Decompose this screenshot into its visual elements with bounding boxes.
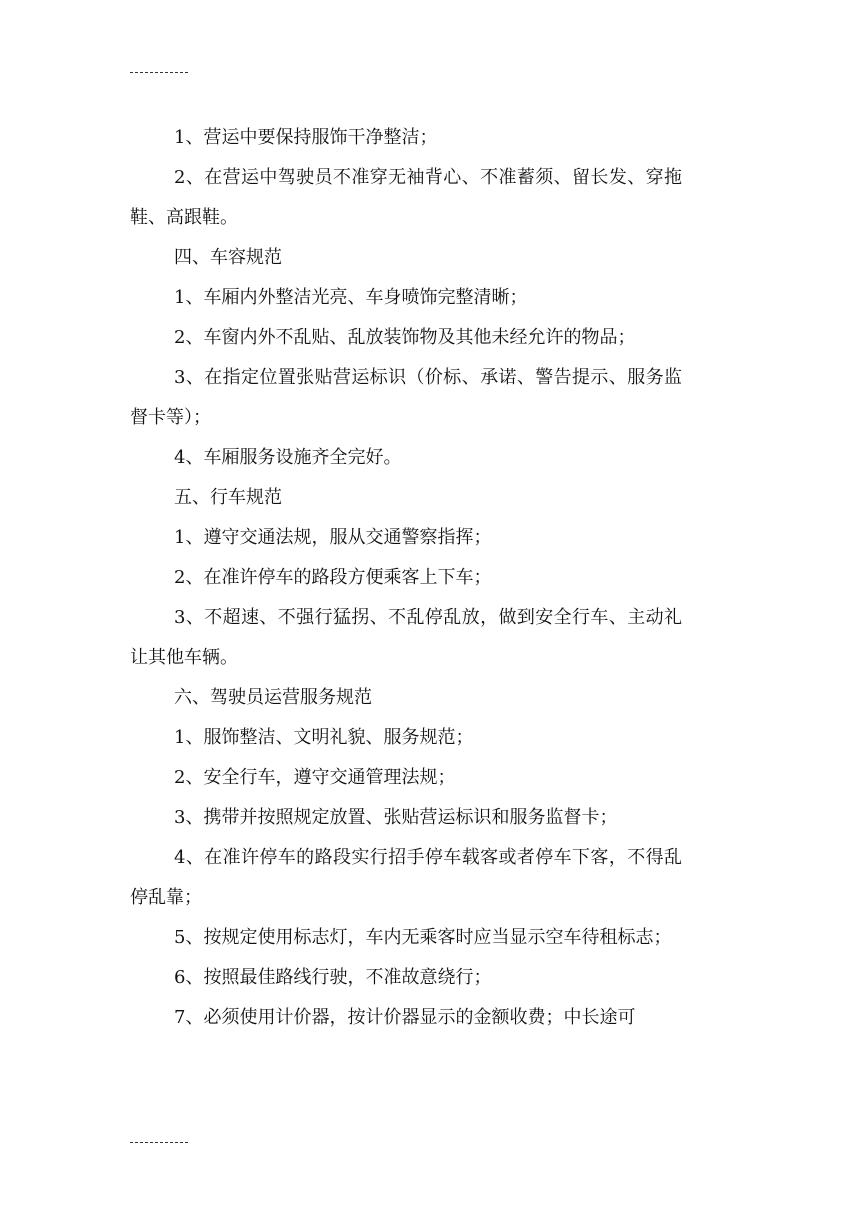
section-heading-vehicle-appearance: 四、车容规范 xyxy=(174,247,282,268)
paragraph-dress-rules: 2、在营运中驾驶员不准穿无袖背心、不准蓄须、留长发、穿拖鞋、高跟鞋。 xyxy=(130,167,682,228)
paragraph-dress-clean: 1、营运中要保持服饰干净整洁； xyxy=(174,127,438,148)
paragraph-service-card: 3、携带并按照规定放置、张贴营运标识和服务监督卡； xyxy=(174,807,618,828)
paragraph-traffic-laws: 1、遵守交通法规，服从交通警察指挥； xyxy=(174,527,492,548)
header-rule xyxy=(130,72,188,73)
section-heading-driving-rules: 五、行车规范 xyxy=(174,487,282,508)
paragraph-window-rules: 2、车窗内外不乱贴、乱放装饰物及其他未经允许的物品； xyxy=(174,327,636,348)
paragraph-passenger-pickup: 2、在准许停车的路段方便乘客上下车； xyxy=(174,567,492,588)
document-body xyxy=(130,118,682,1038)
paragraph-taximeter: 7、必须使用计价器，按计价器显示的金额收费；中长途可 xyxy=(174,1007,636,1028)
paragraph-traffic-management: 2、安全行车，遵守交通管理法规； xyxy=(174,767,456,788)
section-heading-driver-service: 六、驾驶员运营服务规范 xyxy=(174,687,372,708)
paragraph-best-route: 6、按照最佳路线行驶，不准故意绕行； xyxy=(174,967,492,988)
paragraph-stopping-rules: 4、在准许停车的路段实行招手停车载客或者停车下客，不得乱停乱靠； xyxy=(130,847,682,908)
paragraph-sign-light: 5、按规定使用标志灯，车内无乘客时应当显示空车待租标志； xyxy=(174,927,672,948)
paragraph-safe-driving: 3、不超速、不强行猛拐、不乱停乱放，做到安全行车、主动礼让其他车辆。 xyxy=(130,607,682,668)
footer-rule xyxy=(130,1142,188,1143)
paragraph-service-courtesy: 1、服饰整洁、文明礼貌、服务规范； xyxy=(174,727,474,748)
paragraph-cabin-facilities: 4、车厢服务设施齐全完好。 xyxy=(174,447,402,468)
paragraph-operation-signs: 3、在指定位置张贴营运标识（价标、承诺、警告提示、服务监督卡等）； xyxy=(130,367,682,428)
paragraph-cabin-clean: 1、车厢内外整洁光亮、车身喷饰完整清晰； xyxy=(174,287,528,308)
